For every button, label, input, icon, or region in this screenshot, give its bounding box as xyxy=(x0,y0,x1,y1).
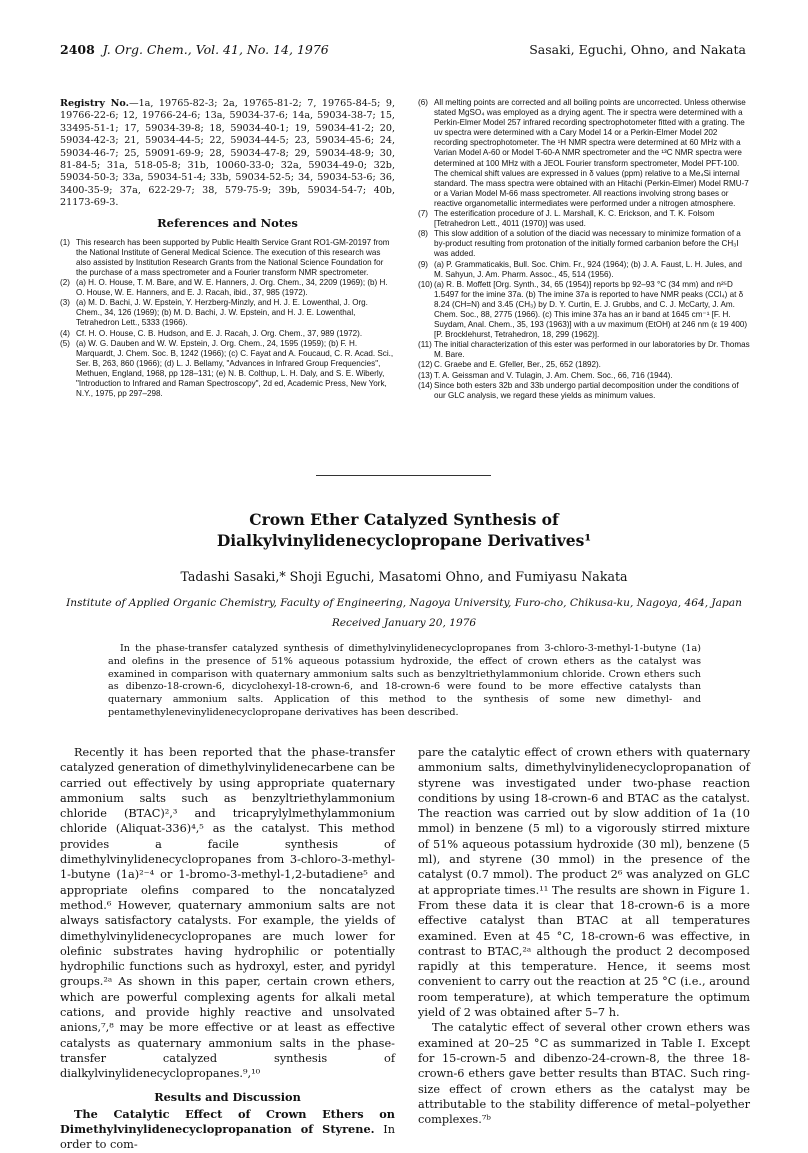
reference-number: (10) xyxy=(418,279,433,289)
body-right-column xyxy=(418,745,750,1127)
reference-number: (7) xyxy=(418,209,428,219)
received-date: Received January 20, 1976 xyxy=(331,617,477,629)
references-list-right xyxy=(418,98,750,401)
author-affiliation: Institute of Applied Organic Chemistry, Faculty of Engineering, Nagoya University, Furo-cho, Chikusa-ku, Nagoya, 464, Japan xyxy=(66,597,742,609)
body-left-column xyxy=(60,745,395,1153)
reference-text: C. Graebe and E. Gfeller, Ber., 25, 652 (1892). xyxy=(434,360,601,370)
reference-note xyxy=(418,260,750,280)
reference-note xyxy=(418,280,750,341)
reference-text: (a) W. G. Dauben and W. W. Epstein, J. Org. Chem., 24, 1595 (1959); (b) F. H. Marquardt, J. Chem. Soc. B, 1242 (1966); (c) C. Fayat and A. Foucaud, C. R. Acad. Sci., Ser. B, 263, 860 (1966); (d) L. J. Bellamy, "Advances in Infrared Group Frequencies", Methuen, England, 1968, pp 128–131; (e) N. B. Colthup, L. H. Daly, and S. E. Wiberly, "Introduction to Infrared and Raman Spectroscopy", 2d ed, Academic Press, New York, N.Y., 1975, pp 297–298. xyxy=(76,338,394,399)
reference-number: (3) xyxy=(60,298,70,308)
article-title xyxy=(0,509,808,551)
reference-text: All melting points are corrected and all boiling points are uncorrected. Unless otherwise stated MgSO₄ was employed as a drying agent. The ir spectra were determined with a Perkin-Elmer Model 257 infrared recording spectrophotometer fitted with a grating. The uv spectra were determined with a Cary Model 14 or a Perkin-Elmer Model 202 recording spectrophotometer. The ¹H NMR spectra were determined at 60 MHz with a Varian Model A-60 or Model T-60-A NMR spectrometer and the ¹³C NMR spectra were determined at 100 MHz with a JEOL Fourier transform spectrometer, Model PFT-100. The chemical shift values are expressed in δ values (ppm) relative to a Me₄Si internal standard. The mass spectra were obtained with an Hitachi (Perkin-Elmer) Model RMU-7 or a Varian Model M-66 mass spectrometer. All reactions involving strong bases or reactive organometallic intermediates were performed under a nitrogen atmosphere. xyxy=(434,98,749,208)
title-line-1: Crown Ether Catalyzed Synthesis of xyxy=(249,510,559,529)
reference-number: (5) xyxy=(60,338,70,348)
reference-number: (14) xyxy=(418,380,433,390)
page-number: 2408 xyxy=(60,42,95,57)
reference-text: (a) M. D. Bachi, J. W. Epstein, Y. Herzberg-Minzly, and H. J. E. Lowenthal, J. Org. Chem., 34, 126 (1969); (b) M. D. Bachi, J. W. Epstein, and H. J. E. Lowenthal, Tetrahedron Lett., 5333 (1966). xyxy=(76,298,368,328)
registry-numbers xyxy=(60,98,395,210)
reference-text: (a) R. B. Moffett [Org. Synth., 34, 65 (1954)] reports bp 92–93 °C (34 mm) and n²⁵D 1.5497 for the imine 37a. (b) The imine 37a is reported to have NMR peaks (CCl₄) at δ 8.24 (CH=N) and 3.45 (CH₃) by D. Y. Curtin, E. J. Grubbs, and C. J. McCarty, J. Am. Chem. Soc., 88, 2775 (1966). (c) This imine 37a has an ir band at 1645 cm⁻¹ [F. H. Suydam, Anal. Chem., 35, 193 (1963)] with a uv maximum (EtOH) at 246 nm (ε 19 400) [P. Brocklehurst, Tetrahedron, 18, 299 (1962)]. xyxy=(434,279,748,340)
reference-text: T. A. Geissman and V. Tulagin, J. Am. Chem. Soc., 66, 716 (1944). xyxy=(434,370,673,380)
running-header xyxy=(60,42,746,62)
reference-number: (8) xyxy=(418,229,428,239)
reference-note xyxy=(418,209,750,229)
article-authors: Tadashi Sasaki,* Shoji Eguchi, Masatomi Ohno, and Fumiyasu Nakata xyxy=(180,569,628,584)
title-line-2: Dialkylvinylidenecyclopropane Derivatives¹ xyxy=(216,531,592,550)
reference-text: (a) P. Grammaticakis, Bull. Soc. Chim. Fr., 924 (1964); (b) J. A. Faust, L. H. Jules, and M. Sahyun, J. Am. Pharm. Assoc., 45, 514 (1956). xyxy=(434,259,742,279)
reference-number: (4) xyxy=(60,328,70,338)
reference-note xyxy=(60,329,395,339)
reference-note xyxy=(418,381,750,401)
references-heading: References and Notes xyxy=(157,215,298,230)
reference-number: (13) xyxy=(418,370,433,380)
reference-number: (2) xyxy=(60,278,70,288)
reference-note xyxy=(60,339,395,400)
reference-text: The esterification procedure of J. L. Marshall, K. C. Erickson, and T. K. Folsom [Tetrahedron Lett., 4011 (1970)] was used. xyxy=(434,209,715,229)
results-heading: Results and Discussion xyxy=(154,1089,301,1104)
reference-text: (a) H. O. House, T. M. Bare, and W. E. Hanners, J. Org. Chem., 34, 2209 (1969); (b) H. O. House, W. E. Hanners, and E. J. Racah, ibid., 37, 985 (1972). xyxy=(76,278,388,298)
journal-citation: J. Org. Chem., Vol. 41, No. 14, 1976 xyxy=(102,42,329,57)
reference-note xyxy=(418,360,750,370)
right-notes-column xyxy=(418,98,750,401)
subsection-text: In order to com- xyxy=(60,1123,395,1152)
reference-note xyxy=(418,229,750,259)
reference-text: Since both esters 32b and 33b undergo partial decomposition under the conditions of our GLC analysis, we regard these yields as minimum values. xyxy=(434,380,739,400)
reference-number: (9) xyxy=(418,259,428,269)
subsection-paragraph xyxy=(60,1107,395,1153)
subsection-heading: The Catalytic Effect of Crown Ethers on Dimethylvinylidenecyclopropanation of Styrene. xyxy=(60,1106,395,1137)
reference-note xyxy=(418,340,750,360)
left-notes-column xyxy=(60,98,395,399)
references-list-left xyxy=(60,238,395,400)
reference-text: This slow addition of a solution of the diacid was necessary to minimize formation of a by-product resulting from protonation of the initially formed carbanion before the CH₃I was added. xyxy=(434,229,741,259)
reference-note xyxy=(418,98,750,209)
body-paragraph-2: The catalytic effect of several other crown ethers was examined at 20–25 °C as summarized in Table I. Except for 15-crown-5 and dibenzo-24-crown-8, the three 18-crown-6 ethers gave better results than BTAC. Such ring-size effect of crown ethers as the catalyst may be attributable to the stability difference of metal–polyether complexes.⁷ᵇ xyxy=(418,1021,750,1127)
reference-number: (6) xyxy=(418,98,428,107)
registry-text: —1a, 19765-82-3; 2a, 19765-81-2; 7, 19765-84-5; 9, 19766-22-6; 12, 19766-24-6; 13a, 59034-37-6; 14a, 59034-38-7; 15, 33495-51-1; 17, 59034-39-8; 18, 59034-40-1; 19, 59034-41-2; 20, 59034-42-3; 21, 59034-44-5; 22, 59034-44-5; 23, 59034-45-6; 24, 59034-46-7; 25, 59091-69-9; 28, 59034-47-8; 29, 59034-48-9; 30, 81-84-5; 31a, 518-05-8; 31b, 10060-33-0; 32a, 59034-49-0; 32b, 59034-50-3; 33a, 59034-51-4; 33b, 59034-52-5; 34, 59034-53-6; 36, 3400-35-9; 37a, 622-29-7; 38, 579-75-9; 39b, 59034-54-7; 40b, 21173-69-3. xyxy=(60,98,395,209)
reference-note xyxy=(418,371,750,381)
running-authors: Sasaki, Eguchi, Ohno, and Nakata xyxy=(529,42,746,57)
intro-paragraph: Recently it has been reported that the phase-transfer catalyzed generation of dimethylvinylidenecarbene can be carried out effectively by using appropriate quaternary ammonium salts such as benzyltriethylammonium chloride (BTAC)²,³ and tricaprylylmethylammonium chloride (Aliquat-336)⁴,⁵ as the catalyst. This method provides a facile synthesis of dimethylvinylidenecyclopropanes from 3-chloro-3-methyl-1-butyne (1a)²⁻⁴ or 1-bromo-3-methyl-1,2-butadiene⁵ and appropriate olefins compared to the noncatalyzed method.⁶ However, quaternary ammonium salts are not always satisfactory catalysts. For example, the yields of dimethylvinylidenecyclopropanes are much lower for olefinic substrates having hydrophilic or potentially hydrophilic functions such as hydroxyl, ester, and pyridyl groups.²ᵃ As shown in this paper, certain crown ethers, which are powerful complexing agents for alkali metal cations, and provide highly reactive and unsolvated anions,⁷,⁸ may be more effective or at least as effective catalysts as quaternary ammonium salts in the phase-transfer catalyzed synthesis of dialkylvinylidenecyclopropanes.⁹,¹⁰ xyxy=(60,746,395,1081)
section-divider xyxy=(316,475,491,476)
reference-text: Cf. H. O. House, C. B. Hudson, and E. J. Racah, J. Org. Chem., 37, 989 (1972). xyxy=(76,328,363,338)
reference-note xyxy=(60,298,395,328)
body-paragraph-1: pare the catalytic effect of crown ethers with quaternary ammonium salts, dimethylvinylidenecyclopropanation of styrene was investigated under two-phase reaction conditions by using 18-crown-6 and BTAC as the catalyst. The reaction was carried out by slow addition of 1a (10 mmol) in benzene (5 ml) to a vigorously stirred mixture of 51% aqueous potassium hydroxide (30 ml), benzene (5 ml), and styrene (30 mmol) in the presence of the catalyst (0.7 mmol). The product 2⁶ was analyzed on GLC at appropriate times.¹¹ The results are shown in Figure 1. From these data it is clear that 18-crown-6 is a more effective catalyst than BTAC at all temperatures examined. Even at 45 °C, 18-crown-6 was effective, in contrast to BTAC,²ᵃ although the product 2 decomposed rapidly at this temperature. Hence, it seems most convenient to carry out the reaction at 25 °C (i.e., around room temperature), at which temperature the optimum yield of 2 was obtained after 5–7 h. xyxy=(418,746,750,1020)
reference-text: This research has been supported by Public Health Service Grant RO1-GM-20197 from the National Institute of General Medical Science. The execution of this research was also assisted by Institution Research Grants from the National Science Foundation for the purchase of a mass spectrometer and a Fourier transform NMR spectrometer. xyxy=(76,237,390,277)
reference-number: (12) xyxy=(418,360,433,370)
reference-number: (11) xyxy=(418,340,432,350)
reference-number: (1) xyxy=(60,237,70,247)
reference-text: The initial characterization of this ester was performed in our laboratories by Dr. Thomas M. Bare. xyxy=(434,340,750,360)
reference-note xyxy=(60,278,395,298)
abstract: In the phase-transfer catalyzed synthesis of dimethylvinylidenecyclopropanes from 3-chloro-3-methyl-1-butyne (1a) and olefins in the presence of 51% aqueous potassium hydroxide, the effect of crown ethers as the catalyst was examined in comparison with quaternary ammonium salts such as benzyltriethylammonium chloride. Crown ethers such as dibenzo-18-crown-6, dicyclohexyl-18-crown-6, and 18-crown-6 were found to be more effective catalysts than quaternary ammonium salts. Application of this method to the synthesis of some new dimethyl- and pentamethylenevinylidenecyclopropane derivatives has been described. xyxy=(108,643,701,718)
registry-label: Registry No. xyxy=(60,98,129,109)
reference-note xyxy=(60,238,395,278)
